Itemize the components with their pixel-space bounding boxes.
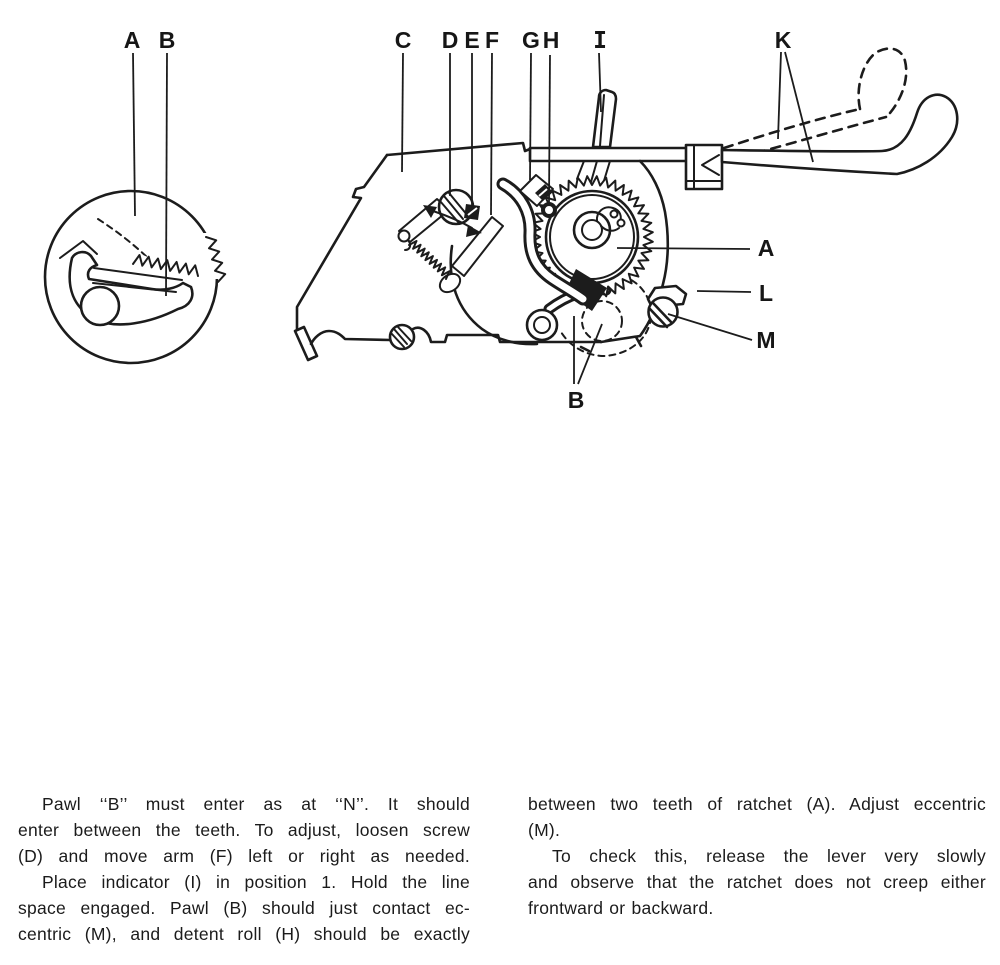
detent-leg xyxy=(577,161,584,179)
callout-c: C xyxy=(394,27,412,53)
tension-spring xyxy=(409,241,449,279)
text-line: To check this, release the lever very slowly xyxy=(552,846,986,866)
hub-clip-eye xyxy=(618,220,625,227)
callout-a-ratchet: A xyxy=(757,235,775,261)
pawl-pivot-hole xyxy=(534,317,550,333)
line-space-lever xyxy=(722,49,957,174)
plate-foot xyxy=(295,327,317,360)
callout-l: L xyxy=(758,280,774,306)
text-line: Place indicator (I) in position 1. Hold the line xyxy=(42,872,470,892)
ratchet-assembly xyxy=(399,175,687,356)
gear-hub-hole xyxy=(582,220,602,240)
text-line: (M). xyxy=(528,820,561,840)
lever-solid xyxy=(722,95,957,174)
text-line: frontward or backward. xyxy=(528,898,714,918)
paragraph xyxy=(528,843,986,921)
callout-k: K xyxy=(774,27,792,53)
detail-view xyxy=(45,191,226,363)
callout-g: G xyxy=(522,27,540,53)
mechanism-figure xyxy=(0,0,1000,440)
text-line: centric (M), and detent roll (H) should be exactly xyxy=(18,924,470,944)
text-line: between two teeth of ratchet (A). Adjust eccentric xyxy=(528,794,986,814)
callout-f: F xyxy=(484,27,500,53)
plate-left-edge xyxy=(297,155,387,329)
plate-bottom-left xyxy=(311,331,391,344)
text-line: and observe that the ratchet does not creep either xyxy=(528,872,986,892)
text-line: enter between the teeth. To adjust, loosen screw xyxy=(18,820,470,840)
leader-c xyxy=(402,53,403,172)
carriage-bar xyxy=(530,90,722,189)
leader-k1 xyxy=(778,52,781,139)
text-line: space engaged. Pawl (B) should just contact ec- xyxy=(18,898,470,918)
lever-dashed-position xyxy=(756,117,886,153)
callout-e: E xyxy=(464,27,480,53)
leader-m xyxy=(668,314,752,340)
callout-i: I xyxy=(593,28,607,54)
detent-roll-h xyxy=(543,204,555,216)
bar xyxy=(530,148,687,161)
leader-f xyxy=(491,53,492,215)
leader-k2 xyxy=(785,52,813,162)
callout-h: H xyxy=(542,27,560,53)
leader-g xyxy=(530,53,531,180)
leader-h xyxy=(549,55,550,203)
text-line: Pawl ‘‘B’’ must enter as at ‘‘N’’. It should xyxy=(42,794,470,814)
paragraph xyxy=(18,869,470,947)
leader-b-detail xyxy=(166,53,167,296)
leader-a-ratchet xyxy=(617,248,750,249)
text-line: (D) and move arm (F) left or right as needed. xyxy=(18,846,470,866)
lever-dashed-handle xyxy=(859,49,907,117)
paragraph xyxy=(18,791,470,869)
callout-a-detail: A xyxy=(123,27,141,53)
plate-top-edge xyxy=(387,143,530,155)
text-column-left xyxy=(18,791,470,947)
hub-clip-eye xyxy=(611,211,618,218)
callout-b-detail: B xyxy=(158,27,176,53)
arm-foot xyxy=(436,270,463,296)
pawl-hole xyxy=(81,287,119,325)
callout-m: M xyxy=(756,327,776,353)
arm-lower-band xyxy=(452,217,503,276)
text-column-right xyxy=(528,791,986,921)
callout-b-pawl: B xyxy=(567,387,585,413)
callout-d: D xyxy=(441,27,459,53)
paragraph xyxy=(528,791,986,843)
leader-b2 xyxy=(578,324,602,384)
leader-l xyxy=(697,291,751,292)
